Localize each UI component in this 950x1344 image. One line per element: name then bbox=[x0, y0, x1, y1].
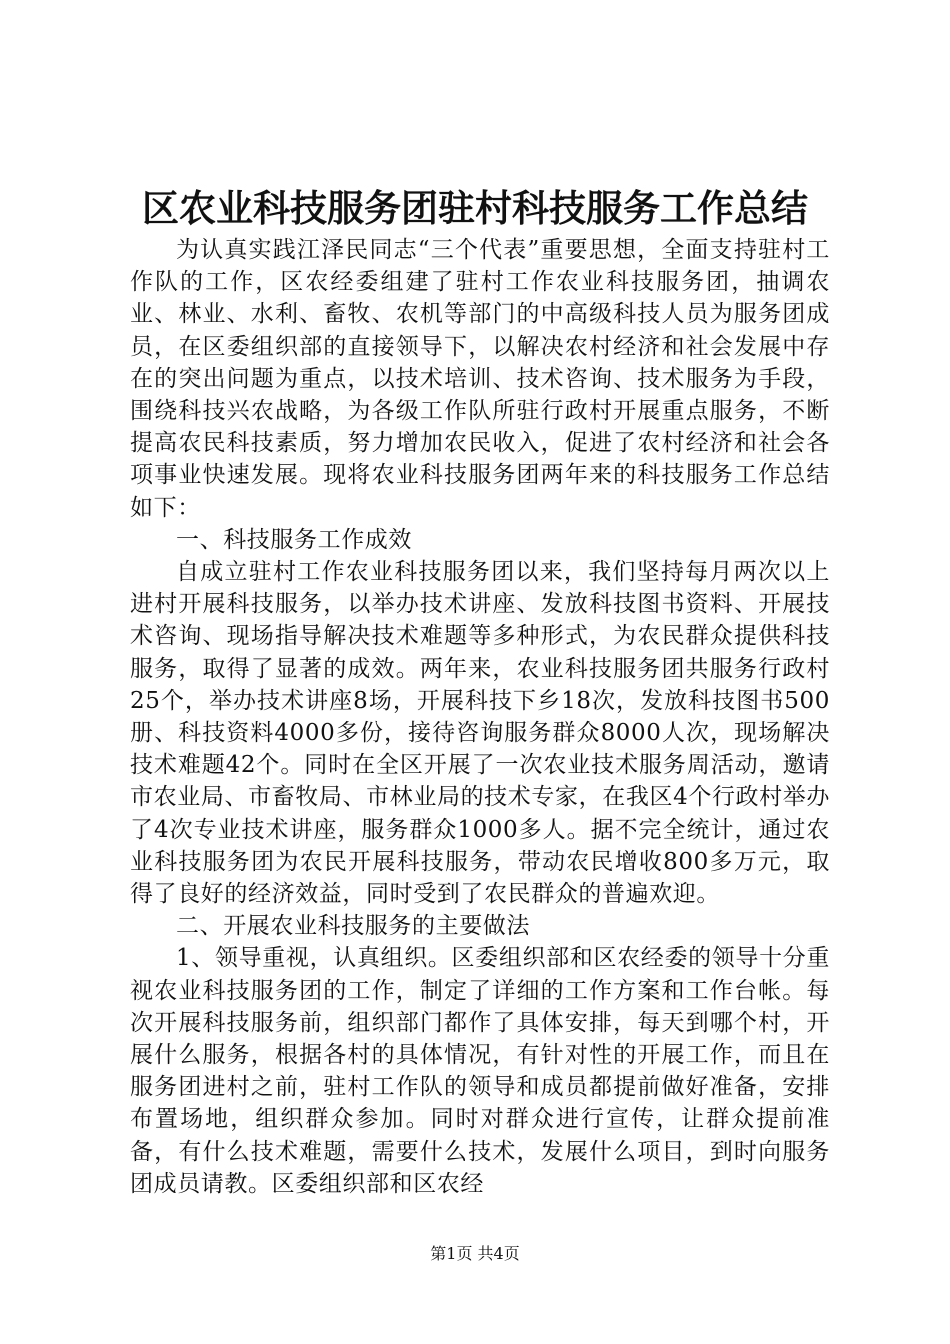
paragraph-results: 自成立驻村工作农业科技服务团以来，我们坚持每月两次以上进村开展科技服务，以举办技术讲座、发放科技图书资料、开展技术咨询、现场指导解决技术难题等多种形式，为农民群众提供科技服务，取得了显著的成效。两年来，农业科技服务团共服务行政村25个，举办技术讲座8场，开展科技下乡18次，发放科技图书500册、科技资料4000多份，接待咨询服务群众8000人次，现场解决技术难题42个。同时在全区开展了一次农业技术服务周活动，邀请市农业局、市畜牧局、市林业局的技术专家，在我区4个行政村举办了4次专业技术讲座，服务群众1000多人。据不完全统计，通过农业科技服务团为农民开展科技服务，带动农民增收800多万元，取得了良好的经济效益，同时受到了农民群众的普遍欢迎。 bbox=[130, 559, 830, 908]
document-body bbox=[130, 234, 830, 1200]
page-number-footer: 第1页 共4页 bbox=[430, 1244, 520, 1263]
section-heading-1: 一、科技服务工作成效 bbox=[176, 526, 412, 553]
document-title: 区农业科技服务团驻村科技服务工作总结 bbox=[142, 186, 808, 230]
paragraph-intro: 为认真实践江泽民同志“三个代表”重要思想，全面支持驻村工作队的工作，区农经委组建了驻村工作农业科技服务团，抽调农业、林业、水利、畜牧、农机等部门的中高级科技人员为服务团成员，在区委组织部的直接领导下，以解决农村经济和社会发展中存在的突出问题为重点，以技术培训、技术咨询、技术服务为手段，围绕科技兴农战略，为各级工作队所驻行政村开展重点服务，不断提高农民科技素质，努力增加农民收入，促进了农村经济和社会各项事业快速发展。现将农业科技服务团两年来的科技服务工作总结如下： bbox=[130, 237, 830, 521]
paragraph-practice-1: 1、领导重视，认真组织。区委组织部和区农经委的领导十分重视农业科技服务团的工作，制定了详细的工作方案和工作台帐。每次开展科技服务前，组织部门都作了具体安排，每天到哪个村，开展什么服务，根据各村的具体情况，有针对性的开展工作，而且在服务团进村之前，驻村工作队的领导和成员都提前做好准备，安排布置场地，组织群众参加。同时对群众进行宣传，让群众提前准备，有什么技术难题，需要什么技术，发展什么项目，到时向服务团成员请教。区委组织部和区农经 bbox=[130, 945, 830, 1197]
section-heading-2: 二、开展农业科技服务的主要做法 bbox=[176, 913, 530, 940]
